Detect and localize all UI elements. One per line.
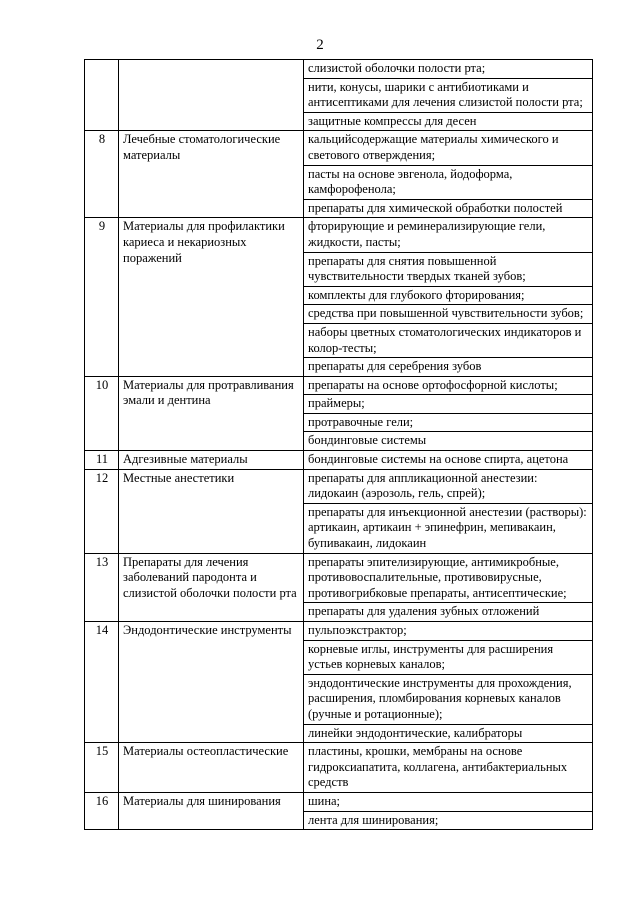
- item-cell: праймеры;: [304, 395, 593, 414]
- item-cell: слизистой оболочки полости рта;: [304, 60, 593, 79]
- row-number: 12: [85, 469, 119, 553]
- item-cell: препараты для снятия повышенной чувствительности твердых тканей зубов;: [304, 252, 593, 286]
- category-name: Материалы для протравливания эмали и дентина: [119, 376, 304, 450]
- item-cell: препараты для удаления зубных отложений: [304, 603, 593, 622]
- row-number: 15: [85, 743, 119, 793]
- item-cell: эндодонтические инструменты для прохождения, расширения, пломбирования корневых каналов (ручные и ротационные);: [304, 674, 593, 724]
- item-cell: кальцийсодержащие материалы химического и светового отверждения;: [304, 131, 593, 165]
- item-cell: пасты на основе эвгенола, йодоформа, камфорофенола;: [304, 165, 593, 199]
- category-name: Местные анестетики: [119, 469, 304, 553]
- row-number: 8: [85, 131, 119, 218]
- table-row: [85, 218, 593, 252]
- table-row: [85, 60, 593, 79]
- category-name: [119, 60, 304, 131]
- item-cell: наборы цветных стоматологических индикаторов и колор-тесты;: [304, 323, 593, 357]
- item-cell: линейки эндодонтические, калибраторы: [304, 724, 593, 743]
- row-number: [85, 60, 119, 131]
- table-row: [85, 743, 593, 793]
- page-number: 2: [316, 37, 324, 53]
- item-cell: препараты для инъекционной анестезии (растворы): артикаин, артикаин + эпинефрин, мепивакаин, бупивакаин, лидокаин: [304, 503, 593, 553]
- item-cell: препараты для аппликационной анестезии: лидокаин (аэрозоль, гель, спрей);: [304, 469, 593, 503]
- item-cell: бондинговые системы на основе спирта, ацетона: [304, 451, 593, 470]
- table-row: [85, 469, 593, 503]
- item-cell: бондинговые системы: [304, 432, 593, 451]
- item-cell: препараты для химической обработки полостей: [304, 199, 593, 218]
- table-row: [85, 451, 593, 470]
- row-number: 14: [85, 622, 119, 743]
- item-cell: лента для шинирования;: [304, 811, 593, 830]
- table-body: [85, 60, 593, 830]
- item-cell: защитные компрессы для десен: [304, 112, 593, 131]
- item-cell: пульпоэкстрактор;: [304, 622, 593, 641]
- row-number: 16: [85, 792, 119, 829]
- table-row: [85, 376, 593, 395]
- item-cell: комплекты для глубокого фторирования;: [304, 286, 593, 305]
- item-cell: шина;: [304, 792, 593, 811]
- item-cell: корневые иглы, инструменты для расширения устьев корневых каналов;: [304, 640, 593, 674]
- row-number: 11: [85, 451, 119, 470]
- row-number: 10: [85, 376, 119, 450]
- item-cell: фторирующие и реминерализирующие гели, жидкости, пасты;: [304, 218, 593, 252]
- table-row: [85, 792, 593, 811]
- category-name: Материалы для профилактики кариеса и некариозных поражений: [119, 218, 304, 376]
- table-row: [85, 131, 593, 165]
- category-name: Лечебные стоматологические материалы: [119, 131, 304, 218]
- category-name: Материалы для шинирования: [119, 792, 304, 829]
- materials-table: [84, 59, 593, 830]
- row-number: 9: [85, 218, 119, 376]
- category-name: Эндодонтические инструменты: [119, 622, 304, 743]
- category-name: Адгезивные материалы: [119, 451, 304, 470]
- category-name: Материалы остеопластические: [119, 743, 304, 793]
- item-cell: нити, конусы, шарики с антибиотиками и антисептиками для лечения слизистой полости рта;: [304, 78, 593, 112]
- item-cell: препараты эпителизирующие, антимикробные, противовоспалительные, противовирусные, противогрибковые препараты, антисептические;: [304, 553, 593, 603]
- item-cell: препараты на основе ортофосфорной кислоты;: [304, 376, 593, 395]
- item-cell: препараты для серебрения зубов: [304, 358, 593, 377]
- item-cell: протравочные гели;: [304, 413, 593, 432]
- item-cell: пластины, крошки, мембраны на основе гидроксиапатита, коллагена, антибактериальных средств: [304, 743, 593, 793]
- table-row: [85, 622, 593, 641]
- item-cell: средства при повышенной чувствительности зубов;: [304, 305, 593, 324]
- row-number: 13: [85, 553, 119, 621]
- table-row: [85, 553, 593, 603]
- category-name: Препараты для лечения заболеваний пародонта и слизистой оболочки полости рта: [119, 553, 304, 621]
